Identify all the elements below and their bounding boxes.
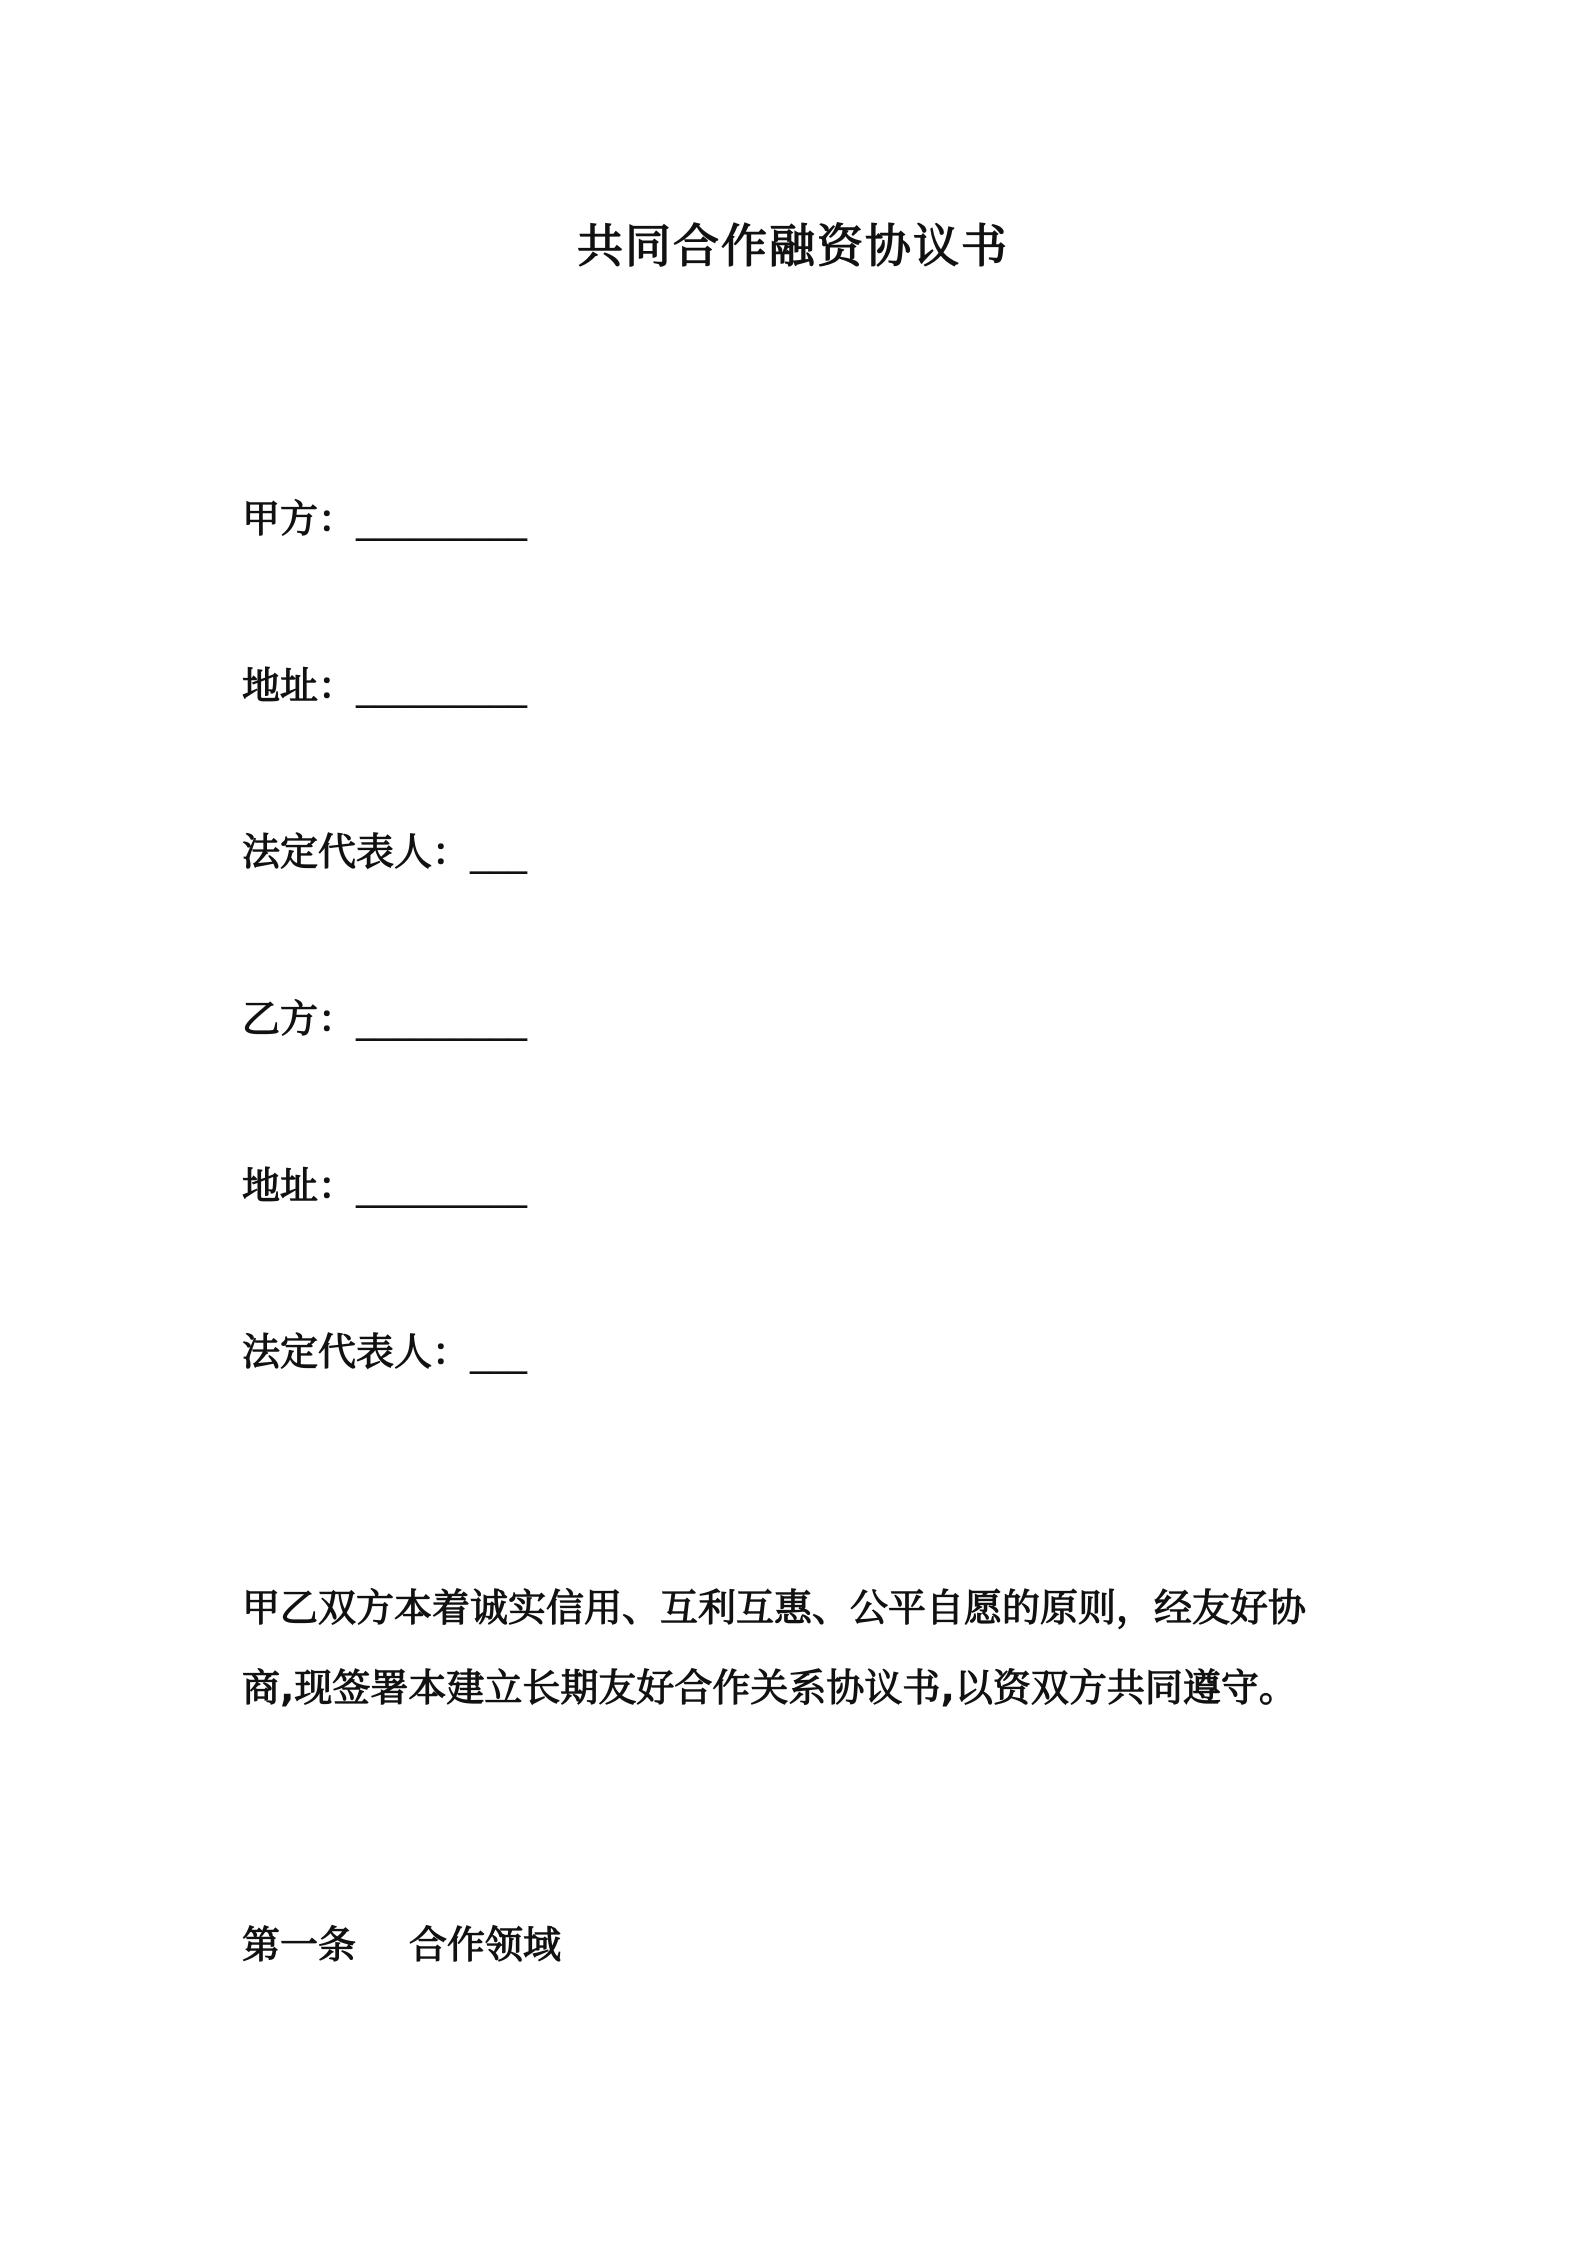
party-a-label: 甲方： [242,497,357,541]
intro-line-1: 甲乙双方本着诚实信用、互利互惠、公平自愿的原则，经友好协 [242,1586,1307,1630]
document-title: 共同合作融资协议书 [577,219,1009,273]
party-a-representative-blank: ___ [470,830,528,874]
article-1-spacer [356,1923,409,1967]
article-1-heading [242,1918,561,1972]
party-a-address-label: 地址： [242,664,357,708]
intro-line-2: 商,现签署本建立长期友好合作关系协议书,以资双方共同遵守。 [242,1666,1297,1710]
party-a-field [242,492,527,546]
party-b-representative-blank: ___ [470,1330,528,1374]
party-a-address-field [242,659,527,713]
party-b-label: 乙方： [242,997,357,1041]
party-b-address-field [242,1159,527,1213]
party-a-representative-field [242,825,527,879]
party-a-representative-label: 法定代表人： [242,830,471,874]
party-b-blank: _________ [356,997,528,1041]
party-b-address-label: 地址： [242,1164,357,1208]
party-b-address-blank: _________ [356,1164,528,1208]
party-a-blank: _________ [356,497,528,541]
party-b-representative-label: 法定代表人： [242,1330,471,1374]
intro-paragraph [242,1568,1362,1728]
article-1-number: 第一条 [242,1923,357,1967]
party-a-address-blank: _________ [356,664,528,708]
article-1-title: 合作领域 [408,1923,561,1967]
party-b-field [242,992,527,1046]
party-b-representative-field [242,1325,527,1379]
